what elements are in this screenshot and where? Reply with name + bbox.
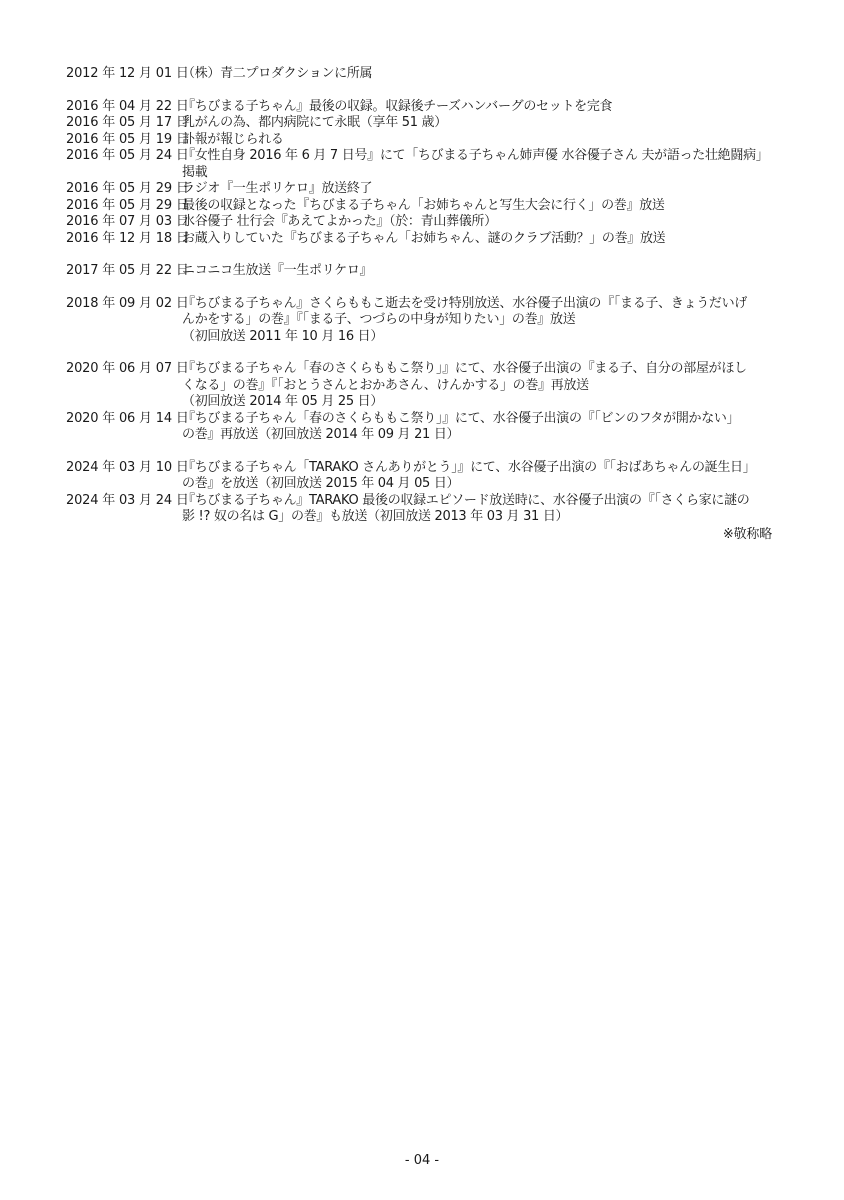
entry-description bbox=[182, 148, 780, 181]
entry-description-line: （初回放送 2011 年 10 月 16 日） bbox=[182, 328, 384, 344]
entry-description-line: 水谷優子 壮行会『あえてよかった』（於：青山葬儀所） bbox=[182, 214, 497, 229]
entry-description-line: 乳がんの為、都内病院にて永眠（享年 51 歳） bbox=[182, 115, 447, 130]
entry-description-line: （株）青二プロダクションに所属 bbox=[182, 66, 373, 81]
timeline-entry bbox=[66, 263, 780, 280]
entry-description bbox=[182, 66, 780, 83]
timeline-entry bbox=[66, 411, 780, 444]
timeline-entry bbox=[66, 181, 780, 198]
entry-description-line: ラジオ『一生ポリケロ』放送終了 bbox=[182, 181, 373, 196]
timeline-entry bbox=[66, 231, 780, 248]
timeline-entry bbox=[66, 493, 780, 526]
entry-date: 2024 年 03 月 10 日 bbox=[66, 459, 189, 475]
entry-description-line: 『ちびまる子ちゃん』さくらももこ逝去を受け特別放送、水谷優子出演の『「まる子、きょうだいげ bbox=[182, 295, 748, 311]
entry-description bbox=[182, 460, 780, 493]
timeline-group bbox=[66, 460, 780, 526]
timeline-entry bbox=[66, 148, 780, 181]
entry-description bbox=[182, 115, 780, 132]
timeline-group bbox=[66, 296, 780, 346]
timeline-entry bbox=[66, 99, 780, 116]
honorifics-note: ※敬称略 bbox=[722, 527, 772, 542]
entry-description bbox=[182, 493, 780, 526]
entry-description-line: 『女性自身 2016 年 6 月 7 日号』にて「ちびまる子ちゃん姉声優 水谷優子さん 夫が語った壮絶闘病」 bbox=[182, 148, 769, 163]
entry-description bbox=[182, 296, 780, 346]
entry-date: 2016 年 04 月 22 日 bbox=[66, 98, 189, 114]
timeline-entry bbox=[66, 115, 780, 132]
entry-date: 2020 年 06 月 14 日 bbox=[66, 410, 189, 426]
entry-date: 2016 年 05 月 17 日 bbox=[66, 115, 189, 130]
entry-description bbox=[182, 198, 780, 215]
entry-description-line: 影 !? 奴の名は G」の巻』も放送（初回放送 2013 年 03 月 31 日） bbox=[182, 509, 569, 524]
entry-description-line: 『ちびまる子ちゃん「TARAKO さんありがとう」』にて、水谷優子出演の『「おばあちゃんの誕生日」 bbox=[182, 459, 756, 475]
timeline-entry bbox=[66, 361, 780, 411]
entry-description-line: の巻』を放送（初回放送 2015 年 04 月 05 日） bbox=[182, 476, 460, 491]
timeline bbox=[66, 66, 780, 542]
entry-description bbox=[182, 231, 780, 248]
timeline-entry bbox=[66, 132, 780, 149]
entry-date: 2016 年 05 月 19 日 bbox=[66, 131, 189, 147]
timeline-entry bbox=[66, 198, 780, 215]
timeline-entry bbox=[66, 66, 780, 83]
timeline-entry bbox=[66, 214, 780, 231]
entry-description-line: 『ちびまる子ちゃん』最後の収録。収録後チーズハンバーグのセットを完食 bbox=[182, 98, 613, 114]
entry-date: 2018 年 09 月 02 日 bbox=[66, 295, 189, 311]
entry-date: 2016 年 05 月 24 日 bbox=[66, 148, 189, 163]
timeline-group bbox=[66, 99, 780, 248]
entry-description bbox=[182, 99, 780, 116]
entry-description-line: ニコニコ生放送『一生ポリケロ』 bbox=[182, 263, 373, 278]
entry-description-line: 『ちびまる子ちゃん』TARAKO 最後の収録エピソード放送時に、水谷優子出演の『「さくら家に謎の bbox=[182, 492, 750, 508]
entry-date: 2020 年 06 月 07 日 bbox=[66, 361, 189, 376]
entry-date: 2016 年 05 月 29 日 bbox=[66, 197, 189, 213]
entry-description bbox=[182, 411, 780, 444]
entry-description bbox=[182, 132, 780, 149]
entry-description bbox=[182, 214, 780, 231]
entry-description bbox=[182, 361, 780, 411]
entry-date: 2016 年 07 月 03 日 bbox=[66, 214, 189, 229]
timeline-group bbox=[66, 361, 780, 444]
timeline-entry bbox=[66, 460, 780, 493]
timeline-group bbox=[66, 66, 780, 83]
entry-description-line: 最後の収録となった『ちびまる子ちゃん「お姉ちゃんと写生大会に行く」の巻』放送 bbox=[182, 197, 665, 213]
entry-date: 2024 年 03 月 24 日 bbox=[66, 492, 189, 508]
timeline-group bbox=[66, 263, 780, 280]
entry-description-line: くなる」の巻』『「おとうさんとおかあさん、けんかする」の巻』再放送 bbox=[182, 377, 589, 393]
timeline-entry bbox=[66, 296, 780, 346]
entry-description-line: お蔵入りしていた『ちびまる子ちゃん「お姉ちゃん、謎のクラブ活動？」の巻』放送 bbox=[182, 230, 666, 246]
entry-date: 2016 年 05 月 29 日 bbox=[66, 181, 189, 196]
entry-description-line: （初回放送 2014 年 05 月 25 日） bbox=[182, 394, 384, 409]
page-number: - 04 - bbox=[404, 1153, 440, 1168]
entry-description-line: の巻』再放送（初回放送 2014 年 09 月 21 日） bbox=[182, 427, 460, 442]
entry-description-line: んかをする」の巻』『「まる子、つづらの中身が知りたい」の巻』放送 bbox=[182, 312, 576, 327]
entry-description-line: 掲載 bbox=[182, 164, 208, 180]
entry-description-line: 訃報が報じられる bbox=[182, 131, 284, 147]
entry-date: 2017 年 05 月 22 日 bbox=[66, 263, 189, 278]
entry-description-line: 『ちびまる子ちゃん「春のさくらももこ祭り」』にて、水谷優子出演の『「ビンのフタが開かない」 bbox=[182, 410, 740, 426]
entry-description bbox=[182, 263, 780, 280]
entry-description bbox=[182, 181, 780, 198]
entry-date: 2016 年 12 月 18 日 bbox=[66, 230, 189, 246]
entry-date: 2012 年 12 月 01 日 bbox=[66, 66, 189, 81]
entry-description-line: 『ちびまる子ちゃん「春のさくらももこ祭り」』にて、水谷優子出演の『まる子、自分の部屋がほし bbox=[182, 361, 747, 376]
